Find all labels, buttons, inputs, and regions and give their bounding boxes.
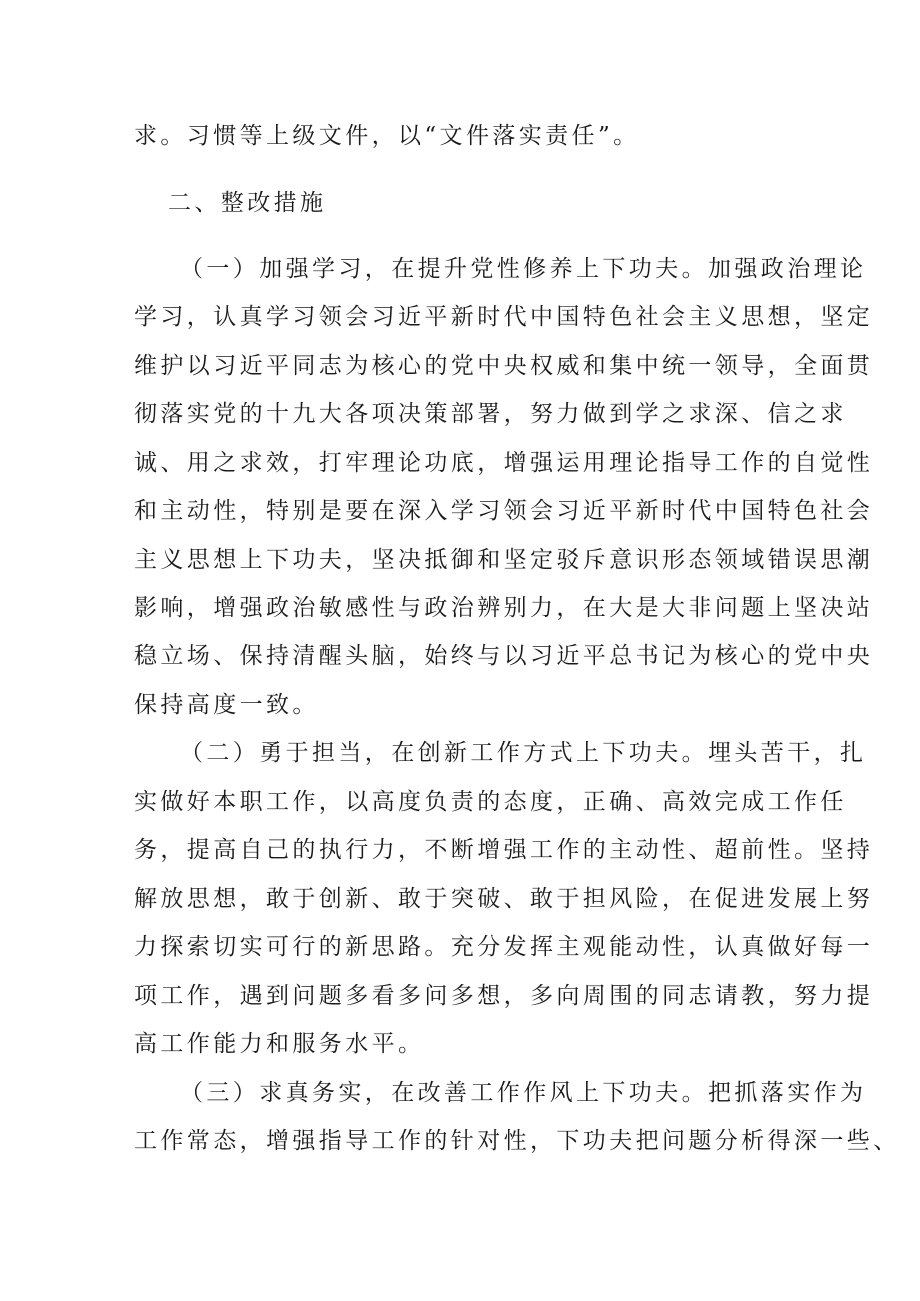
paragraph-1-line: 维护以习近平同志为核心的党中央权威和集中统一领导，全面贯: [134, 353, 874, 379]
paragraph-2-line: 实做好本职工作，以高度负责的态度，正确、高效完成工作任: [134, 789, 847, 815]
text-line-continuation: 求。习惯等上级文件，以“文件落实责任”。: [134, 123, 640, 149]
paragraph-2-line: 解放思想，敢于创新、敢于突破、敢于担风险，在促进发展上努: [134, 886, 874, 912]
paragraph-2-line: （二）勇于担当，在创新工作方式上下功夫。埋头苦干，扎: [180, 740, 867, 766]
paragraph-2-line: 高工作能力和服务水平。: [134, 1031, 425, 1057]
paragraph-1-line: 影响，增强政治敏感性与政治辨别力，在大是大非问题上坚决站: [134, 595, 874, 621]
paragraph-1-line: 彻落实党的十九大各项决策部署，努力做到学之求深、信之求: [134, 401, 847, 427]
paragraph-1-line: 诚、用之求效，打牢理论功底，增强运用理论指导工作的自觉性: [134, 450, 874, 476]
paragraph-3-line: 工作常态，增强指导工作的针对性，下功夫把问题分析得深一些、: [134, 1128, 900, 1154]
paragraph-1-line: 和主动性，特别是要在深入学习领会习近平新时代中国特色社会: [134, 498, 874, 524]
paragraph-1-line: 主义思想上下功夫，坚决抵御和坚定驳斥意识形态领域错误思潮: [134, 547, 874, 573]
paragraph-2-line: 务，提高自己的执行力，不断增强工作的主动性、超前性。坚持: [134, 837, 874, 863]
paragraph-1-line: 学习，认真学习领会习近平新时代中国特色社会主义思想，坚定: [134, 304, 874, 330]
paragraph-2-line: 力探索切实可行的新思路。充分发挥主观能动性，认真做好每一: [134, 934, 874, 960]
section-heading: 二、整改措施: [168, 190, 327, 216]
paragraph-3-line: （三）求真务实，在改善工作作风上下功夫。把抓落实作为: [180, 1080, 867, 1106]
paragraph-1-line: 保持高度一致。: [134, 692, 319, 718]
paragraph-1-line: 稳立场、保持清醒头脑，始终与以习近平总书记为核心的党中央: [134, 643, 874, 669]
paragraph-2-line: 项工作，遇到问题多看多问多想，多向周围的同志请教，努力提: [134, 983, 874, 1009]
paragraph-1-line: （一）加强学习，在提升党性修养上下功夫。加强政治理论: [180, 256, 867, 282]
